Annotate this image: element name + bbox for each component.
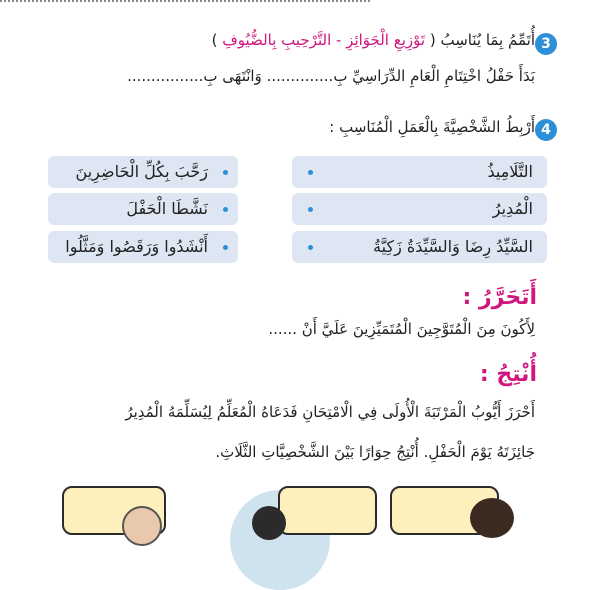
- exercise-4-number-badge: 4: [535, 119, 557, 141]
- action-cell-welcomed[interactable]: [48, 156, 238, 188]
- person-label: الْمُدِيرُ: [492, 199, 533, 218]
- exercise-4-instruction: أَرْبِطُ الشَّخْصِيَّةَ بِالْعَمَلِ الْمُنَاسِبِ :: [329, 118, 535, 136]
- speech-bubble-middle: [278, 486, 377, 535]
- person-cell-director[interactable]: [292, 193, 547, 225]
- exercise-3-close-paren: ): [211, 31, 218, 49]
- action-label: رَحَّبَ بِكُلِّ الْحَاضِرِينَ: [75, 162, 208, 181]
- exercise-3-number-badge: 3: [535, 33, 557, 55]
- exercise-3-instruction: [212, 31, 535, 49]
- match-dot[interactable]: [308, 207, 313, 212]
- character-head-middle: [252, 506, 286, 540]
- exercise-3-sentence: بَدَأَ حَفْلُ اخْتِتَامِ الْعَامِ الدِّرَاسِيِّ بِ.............. وَانْتَهَى بِ................: [127, 67, 535, 85]
- action-label: نَشَّطَا الْحَفْلَ: [126, 199, 208, 218]
- person-cell-students[interactable]: [292, 156, 547, 188]
- match-dot[interactable]: [308, 245, 313, 250]
- write-section-text: لِأَكُونَ مِنَ الْمُتَوَّجِينَ الْمُتَمَيِّزِينَ عَلَيَّ أَنْ ......: [268, 320, 535, 338]
- character-head-right: [470, 498, 514, 538]
- match-dot[interactable]: [223, 207, 228, 212]
- character-head-left: [122, 506, 162, 546]
- produce-line-1: أَحْرَزَ أَيُّوبُ الْمَرْتَبَةَ الْأُولَى فِي الْامْتِحَانِ فَدَعَاهُ الْمُعَلِّمُ لِيُسَلِّمَهُ الْمُدِيرُ: [125, 403, 535, 421]
- person-cell-reda-zakia[interactable]: [292, 231, 547, 263]
- match-dot[interactable]: [308, 170, 313, 175]
- write-section-title: أَتَحَرَّرُ :: [462, 285, 537, 310]
- match-dot[interactable]: [223, 170, 228, 175]
- produce-line-2: جَائِزَتَهُ يَوْمَ الْحَفْلِ. أُنْتِجُ حِوَارًا بَيْنَ الشَّخْصِيَّاتِ الثَّلَاثِ.: [215, 443, 535, 461]
- action-cell-hosted[interactable]: [48, 193, 238, 225]
- top-dotted-rule: [0, 0, 370, 12]
- exercise-3-options: تَوْزِيعِ الْجَوَائِزِ - التَّرْحِيبِ بِالضُّيُوفِ: [222, 31, 426, 49]
- exercise-3-instruction-text: أُتَمِّمُ بِمَا يُنَاسِبُ (: [429, 31, 535, 49]
- match-dot[interactable]: [223, 245, 228, 250]
- action-cell-sang-danced[interactable]: [48, 231, 238, 263]
- person-label: السَّيِّدُ رِضَا وَالسَّيِّدَةُ زَكِيَّةُ: [373, 237, 533, 256]
- produce-section-title: أُنْتِجُ :: [479, 362, 537, 387]
- action-label: أَنْشَدُوا وَرَقَصُوا وَمَثَّلُوا: [65, 237, 208, 256]
- person-label: التَّلَامِيذُ: [487, 162, 533, 181]
